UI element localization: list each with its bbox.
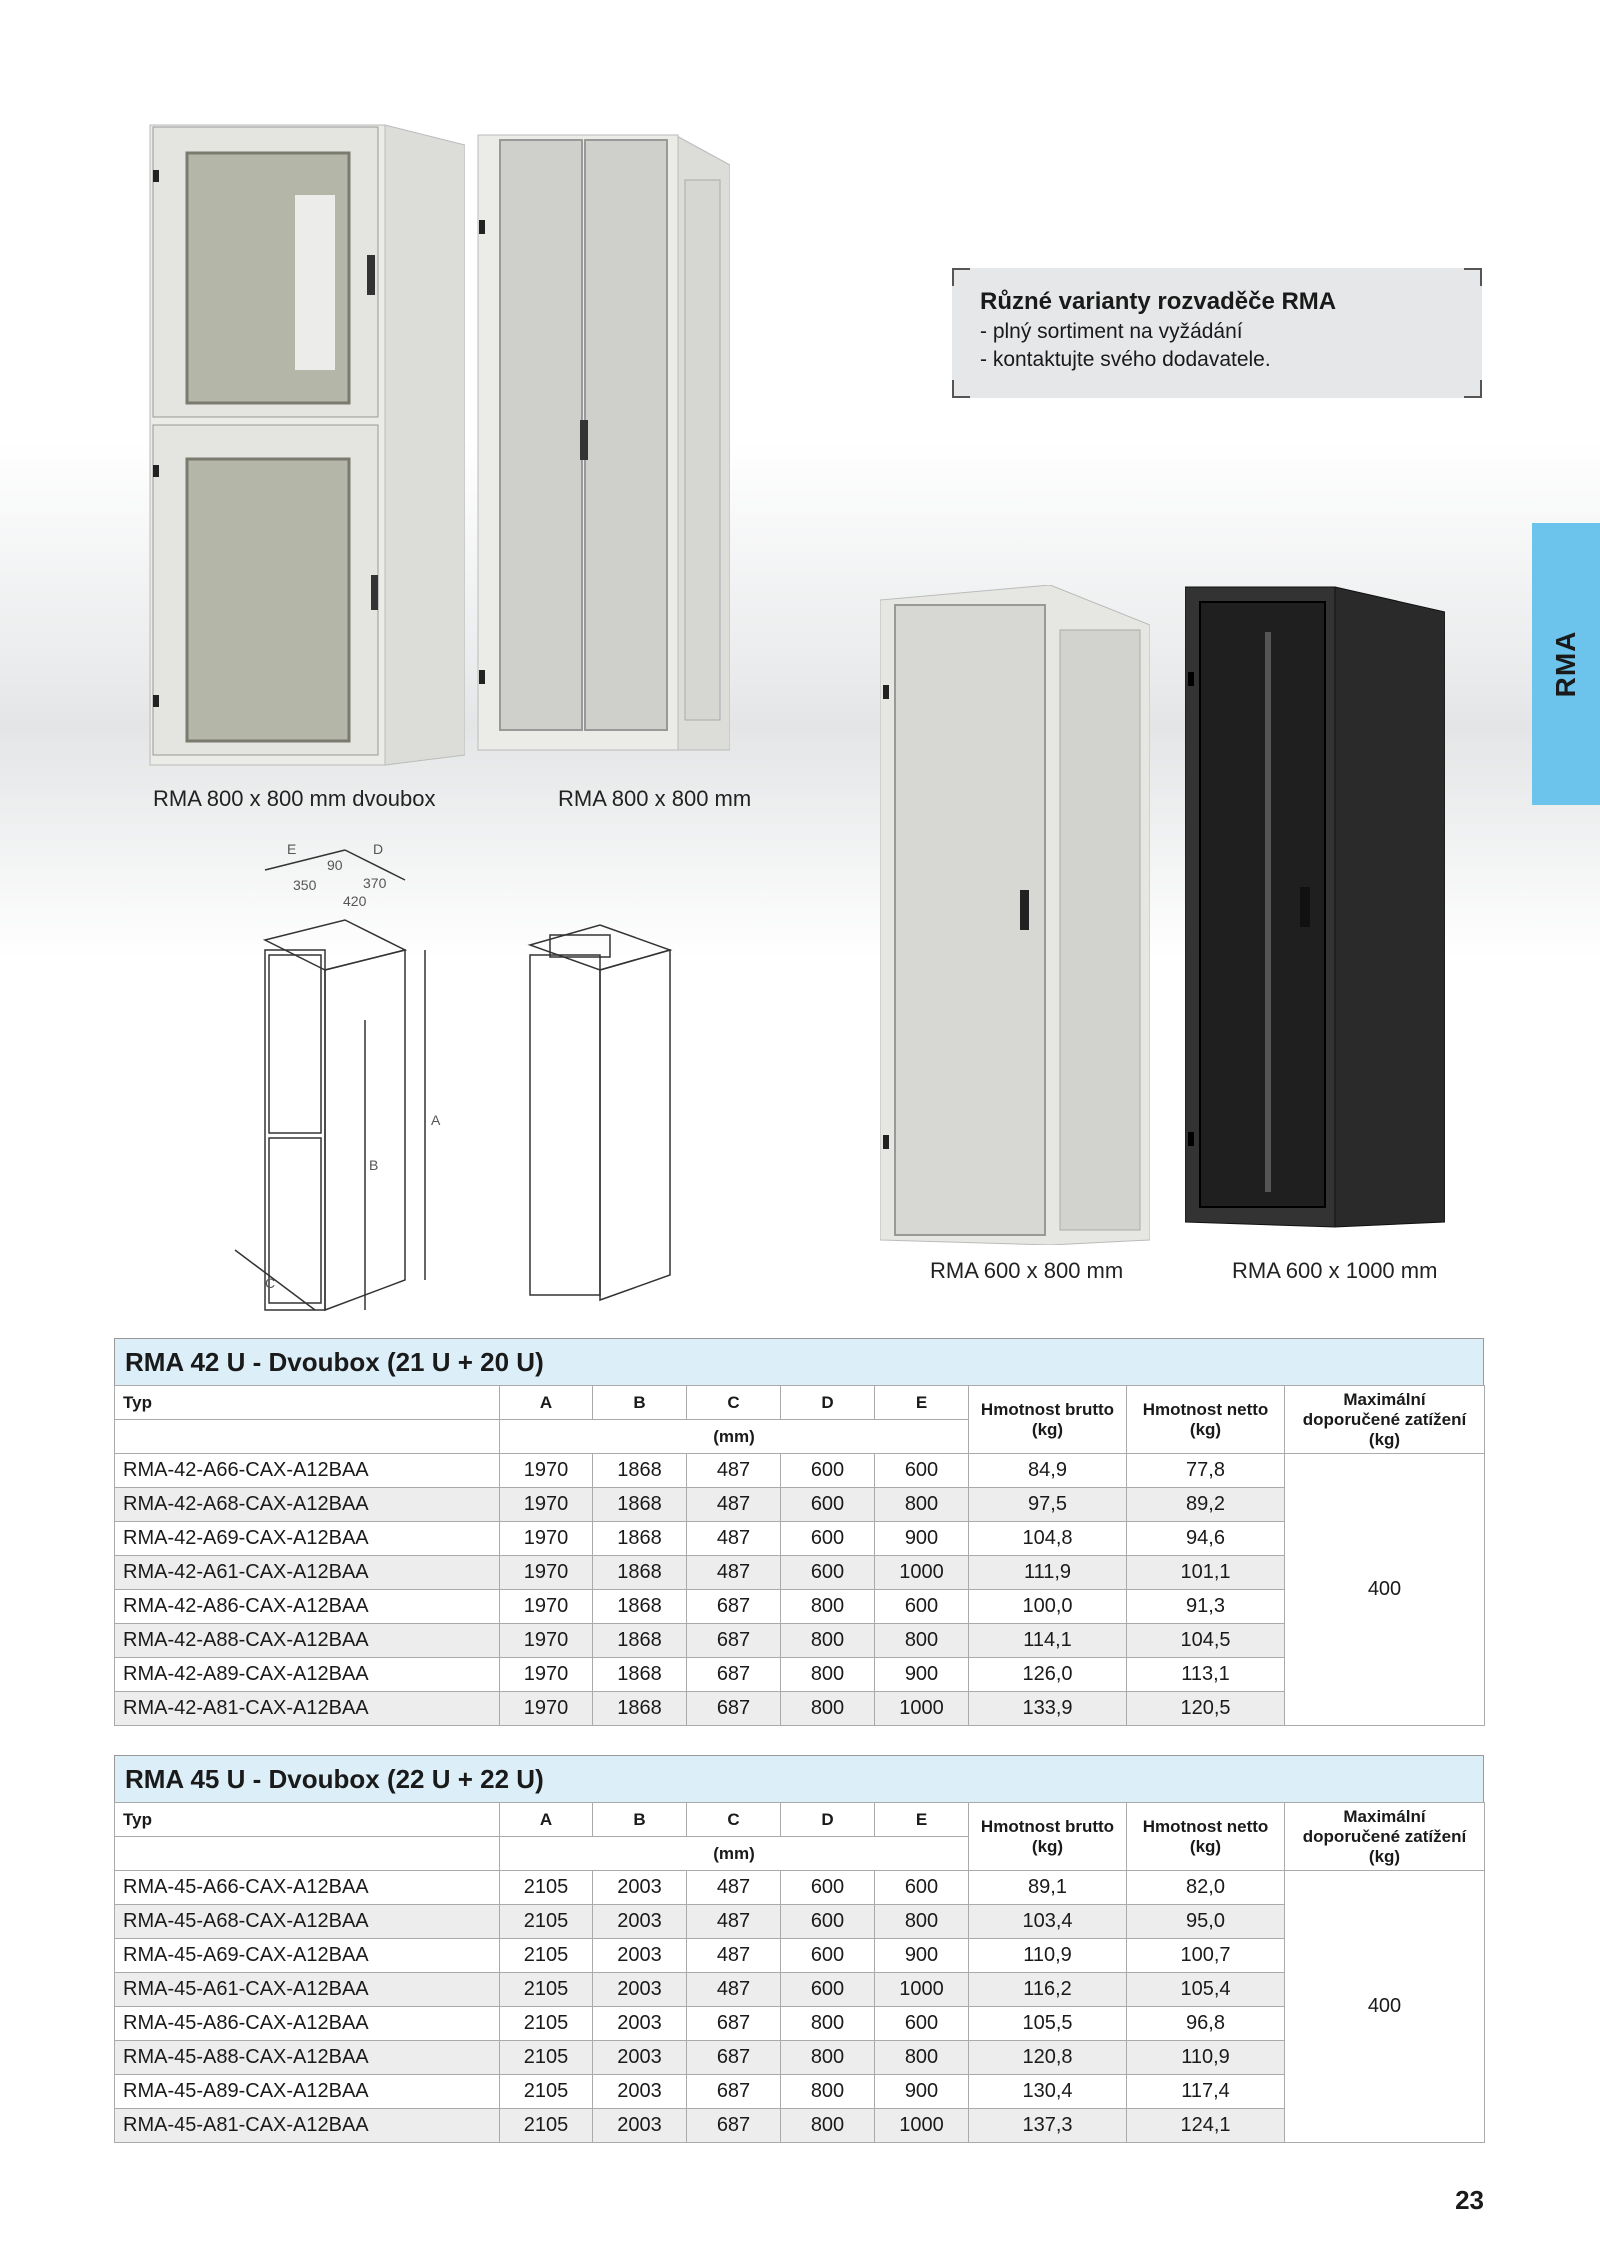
- section-tab-label: RMA: [1550, 630, 1581, 698]
- cell-value: 900: [875, 1522, 969, 1556]
- caption-600x1000: RMA 600 x 1000 mm: [1232, 1258, 1438, 1283]
- dim-label-a: A: [431, 1112, 441, 1128]
- cell-value: 2003: [593, 2109, 687, 2143]
- cell-value: 120,8: [969, 2041, 1127, 2075]
- table-rma-45: [114, 1755, 1484, 2143]
- table-row: [115, 1871, 1485, 1905]
- cell-value: 110,9: [969, 1939, 1127, 1973]
- cell-value: 600: [781, 1973, 875, 2007]
- cell-type: RMA-42-A81-CAX-A12BAA: [115, 1692, 500, 1726]
- cell-type: RMA-42-A69-CAX-A12BAA: [115, 1522, 500, 1556]
- cell-type: RMA-42-A61-CAX-A12BAA: [115, 1556, 500, 1590]
- cell-value: 487: [687, 1939, 781, 1973]
- cell-value: 800: [781, 1692, 875, 1726]
- cell-value: 2003: [593, 1871, 687, 1905]
- cell-type: RMA-42-A66-CAX-A12BAA: [115, 1454, 500, 1488]
- cell-value: 2105: [500, 1973, 593, 2007]
- cell-value: 1868: [593, 1488, 687, 1522]
- technical-drawing-dvoubox: [225, 840, 465, 1320]
- cell-value: 111,9: [969, 1556, 1127, 1590]
- cell-value: 2003: [593, 2007, 687, 2041]
- dim-label-c: C: [265, 1275, 276, 1291]
- header-typ: Typ: [115, 1386, 500, 1420]
- cell-type: RMA-45-A81-CAX-A12BAA: [115, 2109, 500, 2143]
- table-title: RMA 42 U - Dvoubox (21 U + 20 U): [114, 1338, 1484, 1385]
- cell-value: 77,8: [1127, 1454, 1285, 1488]
- cell-type: RMA-42-A86-CAX-A12BAA: [115, 1590, 500, 1624]
- cell-value: 133,9: [969, 1692, 1127, 1726]
- cell-type: RMA-45-A61-CAX-A12BAA: [115, 1973, 500, 2007]
- cell-type: RMA-45-A68-CAX-A12BAA: [115, 1905, 500, 1939]
- cell-value: 1000: [875, 1692, 969, 1726]
- cell-value: 116,2: [969, 1973, 1127, 2007]
- cell-type: RMA-45-A89-CAX-A12BAA: [115, 2075, 500, 2109]
- cell-value: 1000: [875, 2109, 969, 2143]
- caption-600x800: RMA 600 x 800 mm: [930, 1258, 1124, 1283]
- cell-value: 600: [781, 1556, 875, 1590]
- cell-value: 600: [781, 1871, 875, 1905]
- cell-value: 95,0: [1127, 1905, 1285, 1939]
- cell-value: 1868: [593, 1454, 687, 1488]
- table-row: [115, 1692, 1485, 1726]
- cell-value: 900: [875, 2075, 969, 2109]
- header-d: D: [781, 1803, 875, 1837]
- cell-type: RMA-42-A89-CAX-A12BAA: [115, 1658, 500, 1692]
- cell-value: 687: [687, 1590, 781, 1624]
- cell-value: 101,1: [1127, 1556, 1285, 1590]
- cell-value: 113,1: [1127, 1658, 1285, 1692]
- dim-label-90: 90: [327, 857, 343, 873]
- cell-value: 800: [781, 2109, 875, 2143]
- cell-value: 2003: [593, 2075, 687, 2109]
- variants-note: [952, 268, 1482, 398]
- cell-value: 487: [687, 1871, 781, 1905]
- cell-max-load: 400: [1285, 1871, 1485, 2143]
- cell-value: 1868: [593, 1590, 687, 1624]
- cell-max-load: 400: [1285, 1454, 1485, 1726]
- cell-value: 800: [875, 1488, 969, 1522]
- dim-label-350: 350: [293, 877, 317, 893]
- cell-value: 600: [875, 1871, 969, 1905]
- table-row: [115, 1624, 1485, 1658]
- cell-value: 1868: [593, 1658, 687, 1692]
- cell-value: 105,5: [969, 2007, 1127, 2041]
- cell-value: 100,7: [1127, 1939, 1285, 1973]
- cell-value: 96,8: [1127, 2007, 1285, 2041]
- cell-value: 105,4: [1127, 1973, 1285, 2007]
- cell-value: 2105: [500, 1871, 593, 1905]
- note-line-1: - plný sortiment na vyžádání: [980, 320, 1243, 343]
- cell-value: 600: [781, 1488, 875, 1522]
- cell-value: 600: [781, 1522, 875, 1556]
- cell-value: 1970: [500, 1624, 593, 1658]
- cell-value: 687: [687, 1624, 781, 1658]
- header-a: A: [500, 1386, 593, 1420]
- cell-value: 2003: [593, 1939, 687, 1973]
- cell-value: 1970: [500, 1556, 593, 1590]
- cell-value: 1868: [593, 1624, 687, 1658]
- header-c: C: [687, 1803, 781, 1837]
- dim-label-b: B: [369, 1157, 379, 1173]
- table-title: RMA 45 U - Dvoubox (22 U + 22 U): [114, 1755, 1484, 1802]
- cell-value: 687: [687, 2041, 781, 2075]
- cell-value: 1970: [500, 1522, 593, 1556]
- dim-label-420: 420: [343, 893, 367, 909]
- cell-value: 97,5: [969, 1488, 1127, 1522]
- table-row: [115, 1556, 1485, 1590]
- cell-value: 687: [687, 2007, 781, 2041]
- header-c: C: [687, 1386, 781, 1420]
- cabinet-600x1000-photo: [1185, 582, 1445, 1232]
- header-b: B: [593, 1386, 687, 1420]
- cell-value: 600: [875, 1454, 969, 1488]
- caption-800x800: RMA 800 x 800 mm: [558, 786, 752, 811]
- header-e: E: [875, 1803, 969, 1837]
- cell-value: 2105: [500, 1939, 593, 1973]
- caption-dvoubox: RMA 800 x 800 mm dvoubox: [153, 786, 436, 811]
- header-brutto: Hmotnost brutto (kg): [969, 1803, 1127, 1871]
- cell-type: RMA-45-A66-CAX-A12BAA: [115, 1871, 500, 1905]
- cabinet-600x800-photo: [880, 585, 1150, 1245]
- page-number: 23: [1455, 2185, 1484, 2215]
- cell-value: 800: [781, 1590, 875, 1624]
- cell-value: 2105: [500, 2041, 593, 2075]
- cell-value: 487: [687, 1905, 781, 1939]
- table-rma-42: [114, 1338, 1484, 1726]
- dim-label-e: E: [287, 841, 297, 857]
- dim-label-370: 370: [363, 875, 387, 891]
- cell-value: 1970: [500, 1488, 593, 1522]
- cell-value: 120,5: [1127, 1692, 1285, 1726]
- cell-value: 687: [687, 2075, 781, 2109]
- cell-value: 600: [781, 1905, 875, 1939]
- cell-value: 2105: [500, 2075, 593, 2109]
- cell-value: 487: [687, 1973, 781, 2007]
- cell-value: 84,9: [969, 1454, 1127, 1488]
- cell-value: 1000: [875, 1556, 969, 1590]
- header-max-load: Maximální doporučené zatížení (kg): [1285, 1803, 1485, 1871]
- cell-value: 1970: [500, 1658, 593, 1692]
- cell-value: 1970: [500, 1454, 593, 1488]
- table-row: [115, 2109, 1485, 2143]
- cell-value: 117,4: [1127, 2075, 1285, 2109]
- cell-value: 2003: [593, 2041, 687, 2075]
- cell-type: RMA-42-A88-CAX-A12BAA: [115, 1624, 500, 1658]
- note-title: Různé varianty rozvaděče RMA: [980, 288, 1337, 315]
- table-row: [115, 1454, 1485, 1488]
- table-row: [115, 1973, 1485, 2007]
- cell-value: 800: [781, 1624, 875, 1658]
- cell-value: 800: [875, 1905, 969, 1939]
- cell-value: 800: [781, 2041, 875, 2075]
- cell-value: 687: [687, 2109, 781, 2143]
- cell-value: 1000: [875, 1973, 969, 2007]
- cell-value: 487: [687, 1556, 781, 1590]
- cell-value: 600: [781, 1939, 875, 1973]
- cell-type: RMA-45-A88-CAX-A12BAA: [115, 2041, 500, 2075]
- table-row: [115, 1488, 1485, 1522]
- header-brutto: Hmotnost brutto (kg): [969, 1386, 1127, 1454]
- header-netto: Hmotnost netto (kg): [1127, 1803, 1285, 1871]
- cell-value: 600: [781, 1454, 875, 1488]
- cell-value: 137,3: [969, 2109, 1127, 2143]
- note-line-2: - kontaktujte svého dodavatele.: [980, 348, 1271, 371]
- table-row: [115, 1905, 1485, 1939]
- cell-value: 82,0: [1127, 1871, 1285, 1905]
- table-row: [115, 1658, 1485, 1692]
- header-e: E: [875, 1386, 969, 1420]
- cell-value: 687: [687, 1658, 781, 1692]
- cell-value: 110,9: [1127, 2041, 1285, 2075]
- spec-table: [114, 1802, 1485, 2143]
- cell-value: 487: [687, 1454, 781, 1488]
- table-row: [115, 2075, 1485, 2109]
- cell-type: RMA-45-A69-CAX-A12BAA: [115, 1939, 500, 1973]
- cell-value: 91,3: [1127, 1590, 1285, 1624]
- dim-label-d: D: [373, 841, 384, 857]
- cell-value: 2003: [593, 1905, 687, 1939]
- cell-value: 600: [875, 1590, 969, 1624]
- cell-value: 2105: [500, 2109, 593, 2143]
- spec-table: [114, 1385, 1485, 1726]
- cell-value: 800: [781, 2075, 875, 2109]
- cell-value: 94,6: [1127, 1522, 1285, 1556]
- table-row: [115, 2041, 1485, 2075]
- cell-value: 1970: [500, 1692, 593, 1726]
- section-tab: [1532, 523, 1600, 805]
- cell-value: 800: [781, 1658, 875, 1692]
- cell-value: 114,1: [969, 1624, 1127, 1658]
- cell-value: 103,4: [969, 1905, 1127, 1939]
- table-row: [115, 2007, 1485, 2041]
- header-d: D: [781, 1386, 875, 1420]
- cell-value: 104,5: [1127, 1624, 1285, 1658]
- cell-type: RMA-42-A68-CAX-A12BAA: [115, 1488, 500, 1522]
- cell-value: 2105: [500, 1905, 593, 1939]
- cell-value: 1868: [593, 1556, 687, 1590]
- cell-type: RMA-45-A86-CAX-A12BAA: [115, 2007, 500, 2041]
- header-max-load: Maximální doporučené zatížení (kg): [1285, 1386, 1485, 1454]
- cell-value: 900: [875, 1658, 969, 1692]
- cell-value: 800: [875, 2041, 969, 2075]
- cell-value: 89,1: [969, 1871, 1127, 1905]
- header-mm: (mm): [500, 1420, 969, 1454]
- header-mm: (mm): [500, 1837, 969, 1871]
- cell-value: 487: [687, 1522, 781, 1556]
- cell-value: 2003: [593, 1973, 687, 2007]
- cell-value: 2105: [500, 2007, 593, 2041]
- header-b: B: [593, 1803, 687, 1837]
- cell-value: 800: [875, 1624, 969, 1658]
- cell-value: 104,8: [969, 1522, 1127, 1556]
- header-netto: Hmotnost netto (kg): [1127, 1386, 1285, 1454]
- cell-value: 130,4: [969, 2075, 1127, 2109]
- cell-value: 900: [875, 1939, 969, 1973]
- cell-value: 1868: [593, 1522, 687, 1556]
- table-row: [115, 1939, 1485, 1973]
- cell-value: 687: [687, 1692, 781, 1726]
- cell-value: 89,2: [1127, 1488, 1285, 1522]
- cell-value: 1970: [500, 1590, 593, 1624]
- table-row: [115, 1590, 1485, 1624]
- table-row: [115, 1522, 1485, 1556]
- cell-value: 1868: [593, 1692, 687, 1726]
- header-typ: Typ: [115, 1803, 500, 1837]
- cell-value: 800: [781, 2007, 875, 2041]
- cabinet-dvoubox-photo: [145, 115, 465, 770]
- cell-value: 600: [875, 2007, 969, 2041]
- cell-value: 124,1: [1127, 2109, 1285, 2143]
- header-a: A: [500, 1803, 593, 1837]
- cabinet-800-photo: [475, 120, 730, 760]
- technical-drawing-cabinet: [520, 915, 680, 1305]
- cell-value: 100,0: [969, 1590, 1127, 1624]
- cell-value: 487: [687, 1488, 781, 1522]
- cell-value: 126,0: [969, 1658, 1127, 1692]
